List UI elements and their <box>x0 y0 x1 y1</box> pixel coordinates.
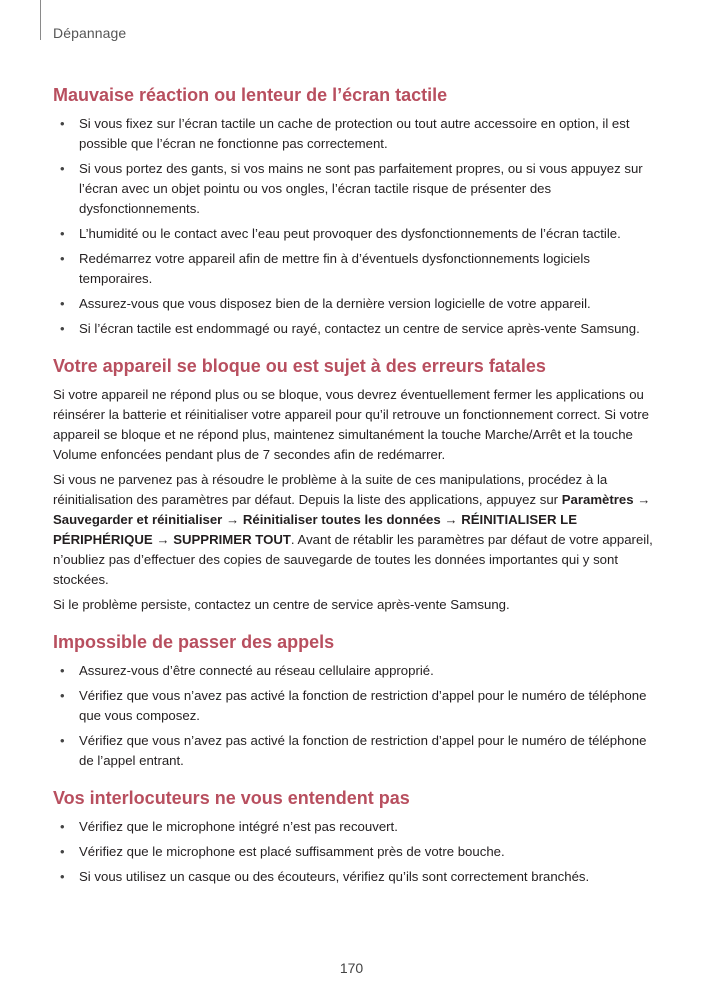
list-item: • Vérifiez que vous n’avez pas activé la fonction de restriction d’appel pour le numéro de téléphone de l’appel entrant. <box>60 733 647 768</box>
bullet-icon: • <box>60 321 65 336</box>
document-body <box>53 80 653 901</box>
bullet-icon: • <box>60 116 65 131</box>
page-number: 170 <box>339 960 364 976</box>
bullet-icon: • <box>60 161 65 176</box>
menu-path-reset-device: RÉINITIALISER LE PÉRIPHÉRIQUE <box>53 512 577 547</box>
menu-path-settings: Paramètres <box>561 492 634 507</box>
section-title: Vos interlocuteurs ne vous entendent pas <box>53 788 410 808</box>
bullet-icon: • <box>60 688 65 703</box>
list-item: • L’humidité ou le contact avec l’eau peut provoquer des dysfonctionnements de l’écran tactile. <box>53 224 653 244</box>
list-item: • Vérifiez que le microphone est placé suffisamment près de votre bouche. <box>53 842 653 862</box>
bullet-icon: • <box>60 226 65 241</box>
paragraph: Si le problème persiste, contactez un centre de service après-vente Samsung. <box>53 597 510 612</box>
bullet-icon: • <box>60 251 65 266</box>
list-item: • Redémarrez votre appareil afin de mettre fin à d’éventuels dysfonctionnements logiciels temporaires. <box>60 251 590 286</box>
header-section-label: Dépannage <box>53 25 127 41</box>
section-title: Impossible de passer des appels <box>53 632 335 652</box>
section-cannot-call <box>53 629 653 771</box>
bullet-icon: • <box>60 733 65 748</box>
bullet-icon: • <box>60 844 65 859</box>
section-title: Votre appareil se bloque ou est sujet à des erreurs fatales <box>53 356 546 376</box>
list-item: • Assurez-vous d’être connecté au réseau cellulaire approprié. <box>53 661 653 681</box>
list-item: • Vérifiez que le microphone intégré n’est pas recouvert. <box>53 817 653 837</box>
section-freeze-errors <box>53 353 653 615</box>
bullet-icon: • <box>60 819 65 834</box>
list-item: • Si vous fixez sur l’écran tactile un cache de protection ou tout autre accessoire en option, il est possible que l’écran ne fonctionne pas correctement. <box>60 116 630 151</box>
menu-path-delete-all: SUPPRIMER TOUT <box>173 532 291 547</box>
margin-rule <box>40 0 41 40</box>
bullet-icon: • <box>60 296 65 311</box>
bullet-list <box>53 817 653 887</box>
list-item: • Vérifiez que vous n’avez pas activé la fonction de restriction d’appel pour le numéro de téléphone que vous composez. <box>60 688 647 723</box>
list-item: • Assurez-vous que vous disposez bien de la dernière version logicielle de votre appareil. <box>53 294 653 314</box>
bullet-icon: • <box>60 869 65 884</box>
section-title: Mauvaise réaction ou lenteur de l’écran tactile <box>53 85 448 105</box>
paragraph: Si votre appareil ne répond plus ou se bloque, vous devrez éventuellement fermer les applications ou réinsérer la batterie et réinitialiser votre appareil pour qu’il retrouve un fonctionnement correct. Si votre appareil se bloque et ne répond plus, maintenez simultanément la touche Marche/Arrêt et la touche Volume enfoncées pendant plus de 7 secondes afin de redémarrer. <box>53 387 649 462</box>
list-item: • Si l’écran tactile est endommagé ou rayé, contactez un centre de service après-vente Samsung. <box>53 319 653 339</box>
bullet-list <box>53 661 653 771</box>
bullet-icon: • <box>60 663 65 678</box>
menu-path-reset-all-data: Réinitialiser toutes les données <box>242 512 441 527</box>
section-touchscreen <box>53 82 653 339</box>
list-item: • Si vous utilisez un casque ou des écouteurs, vérifiez qu’ils sont correctement branchés. <box>53 867 653 887</box>
section-not-heard <box>53 785 653 887</box>
menu-path-backup-reset: Sauvegarder et réinitialiser <box>53 512 223 527</box>
paragraph-reset-instructions: Si vous ne parvenez pas à résoudre le problème à la suite de ces manipulations, procédez à la réinitialisation des paramètres par défaut. Depuis la liste des applications, appuyez sur Paramètres → Sauvegarder et réinitialiser → Réinitialiser toutes les données → RÉINITIALISER LE PÉRIPHÉRIQUE → SUPPRIMER TOUT. Avant de rétablir les paramètres par défaut de votre appareil, n’oubliez pas d’effectuer des copies de sauvegarde de toutes les données importantes qui y sont stockées. <box>53 472 653 587</box>
bullet-list <box>53 114 653 339</box>
list-item: • Si vous portez des gants, si vos mains ne sont pas parfaitement propres, ou si vous appuyez sur l’écran avec un objet pointu ou vos ongles, l’écran tactile risque de présenter des dysfonctionnements. <box>60 161 643 216</box>
